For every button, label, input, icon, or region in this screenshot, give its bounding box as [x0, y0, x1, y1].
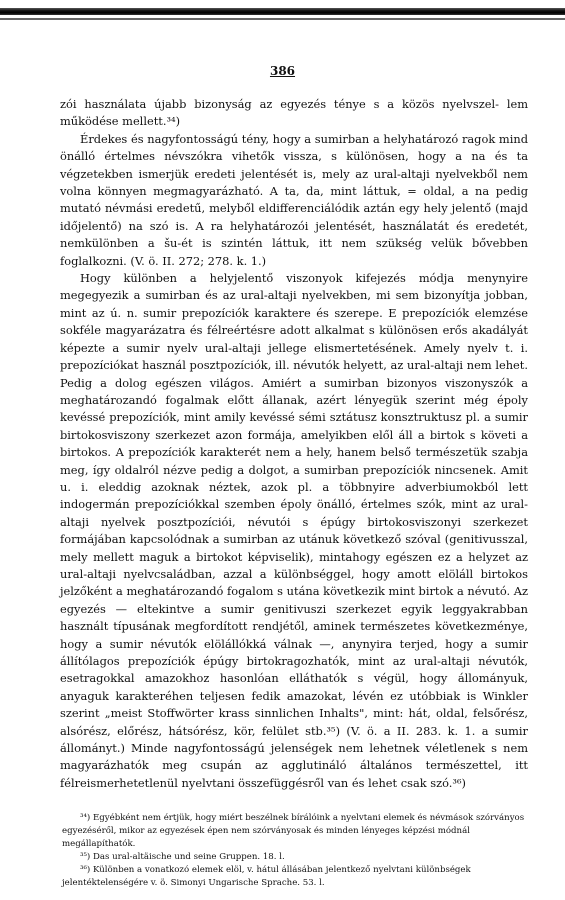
- paragraph-prepositions: Hogy különben a helyjelentő viszonyok kifejezés módja menynyire megegyezik a sumirban és az ural-altaji nyelvekben, mi sem bizonyítja jobban, mint az ú. n. sumir prepozíciók karaktere és szerepe. E prepozíciók elemzése sokféle magyarázatra és félreértésre adott alkalmat s különösen erős akadályát képezte a sumir nyelv ural-altaji jellege elismertetésének. Amely nyelv t. i. prepozíciókat használ posztpozíciók, ill. névutók helyett, az ural-altaji nem lehet. Pedig a dolog egészen világos. Amiért a sumirban bizonyos viszonyszók a meghatározandó fogalmak előtt állanak, azért lényegük szerint még époly kevéssé prepozíciók, mint amily kevéssé sémi sztátusz konsztruktusz pl. a sumir birtokosviszony szerkezet azon formája, amelyikben elől áll a birtok s követi a birtokos. A prepozíciók karakterét nem a hely, hanem belső természetük szabja meg, így oldalról nézve pedig a dolgot, a sumirban prepozíciók nincsenek. Amit u. i. eleddig azoknak néztek, azok pl. a többnyire adverbiumokból lett indogermán prepozíciókkal szemben époly önálló, értelmes szók, mint az ural-altaji nyelvek posztpozíciói, névutói s épúgy birtokosviszonyi szerkezet formájában kapcsolódnak a sumirban az utánuk következő szóval (genitivusszal, mely mellett maguk a birtokot képviselik), mintahogy egészen ez a helyzet az ural-altaji nyelvcsaládban, azzal a különbséggel, hogy amott elöláll birtokos jelzőként a meghatározandó fogalom s utána következik mint birtok a névutó. Az egyezés — eltekintve a sumir genitivuszi szerkezet egyik leggyakrabban használt típusának megfordított rendjétől, aminek természetes következménye, hogy a sumir névutók elölállókká válnak —, anynyira terjed, hogy a sumir állítólagos prepozíciók épúgy birtokragozhatók, mint az ural-altaji névutók, esetragokkal amazokhoz hasonlóan elláthatók s végül, hogy állományuk, anyaguk karakteréhen teljesen fedik amazokat, lévén ez utóbbiak is Winkler szerint „meist Stoffwörter krass sinnlichen Inhalts", mint: hát, oldal, felsőrész, alsórész, előrész, hátsórész, kör, felület stb.³⁵) (V. ö. a II. 283. k. 1. a sumir állományt.) Minde nagyfontosságú jelenségek nem lehetnek véletlenek s nem magyarázhatók meg csupán az agglutináló általános természettel, itt félreismerhetetlenül nyelvtani összefüggésről van és lehet csak szó.³⁶): [60, 271, 528, 790]
- paragraph-continuation: zói használata újabb bizonyság az egyezés ténye s a közös nyelvszel- lem működése mellett.³⁴): [60, 97, 528, 129]
- top-rule-thin: [0, 18, 565, 20]
- footnote-35: ³⁵) Das ural-altäische und seine Gruppen. 18. l.: [80, 852, 285, 862]
- footnotes: [62, 812, 528, 890]
- page-number: [0, 64, 565, 78]
- footnote-36: ³⁶) Különben a vonatkozó elemek elöl, v. hátul állásában jelentkező nyelvtani különbségek jelentéktelenségére v. ö. Simonyi Ungarische Sprache. 53. l.: [62, 865, 471, 888]
- paragraph-locative-suffixes: Érdekes és nagyfontosságú tény, hogy a sumirban a helyhatározó ragok mind önálló értelmes névszókra vihetők vissza, s különösen, hogy a na és ta végzetekben ismerjük eredeti jelentését is, mely az ural-altaji nyelvekből nem volna könnyen megmagyarázható. A ta, da, mint láttuk, = oldal, a na pedig mutató névmási eredetű, melyből eldifferenciálódik aztán egy hely jelentő (majd időjelentő) na szó is. A ra helyhatározói jelentését, használatát és eredetét, nemkülönben a šu-ét is szintén láttuk, itt nem szükség velük bővebben foglalkozni. (V. ö. II. 272; 278. k. 1.): [60, 131, 528, 268]
- main-text: [60, 96, 528, 792]
- page-number-text: 386: [269, 64, 296, 78]
- footnote-34: ³⁴) Egyébként nem értjük, hogy miért beszélnek bírálóink a nyelvtani elemek és névmások szórványos egyezéséről, mikor az egyezések épen nem szórványosak és minden lényeges képzési módnál megállapíthatók.: [62, 813, 525, 849]
- top-rule-thick: [0, 8, 565, 15]
